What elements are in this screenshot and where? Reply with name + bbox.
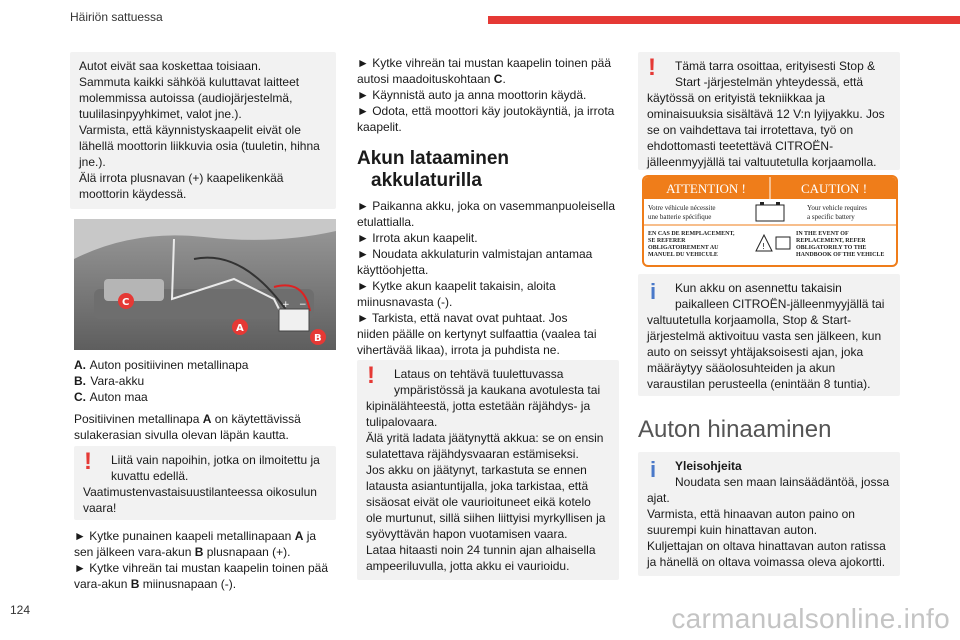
text-line: sulatettava räjähdysvaaran estämiseksi. bbox=[366, 447, 579, 461]
text-line: Tämä tarra osoittaa, erityisesti Stop & bbox=[675, 59, 876, 73]
text-line: Varmista, että käynnistyskaapelit eivät ole bbox=[79, 123, 301, 137]
svg-text:!: ! bbox=[762, 242, 766, 251]
info-icon: i bbox=[650, 279, 657, 304]
text-line: Älä yritä ladata jäätynyttä akkua: se on ensin bbox=[366, 431, 604, 445]
battery-sticker bbox=[642, 175, 898, 267]
svg-text:EN CAS DE REMPLACEMENT,: EN CAS DE REMPLACEMENT, bbox=[648, 231, 735, 237]
info-icon: i bbox=[650, 457, 657, 482]
running-header: Häiriön sattuessa bbox=[70, 10, 163, 24]
info-title: Yleisohjeita bbox=[675, 459, 742, 473]
text-line: ole murtunut, sillä siihen liittyisi myrkyllisen ja bbox=[366, 511, 606, 525]
svg-text:C: C bbox=[122, 297, 130, 308]
text-line: paikalleen CITROËN-jälleenmyyjällä tai bbox=[675, 297, 885, 311]
info-text bbox=[647, 458, 891, 570]
text-line: niiden päälle on kertynyt sulfaattia (vaalea tai bbox=[357, 327, 597, 341]
svg-text:SE REFERER: SE REFERER bbox=[648, 238, 686, 244]
text-line: varaustilan perusteella (enintään 8 tuntia). bbox=[647, 377, 871, 391]
figure-legend bbox=[74, 357, 336, 405]
text-line: Jos akku on jäätynyt, tarkastuta se ennen bbox=[366, 463, 587, 477]
note-box-cables bbox=[70, 52, 336, 209]
svg-text:OBLIGATOIREMENT AU: OBLIGATOIREMENT AU bbox=[648, 245, 719, 251]
text-line: moottorin käydessä. bbox=[79, 187, 187, 201]
svg-text:MANUEL DU VEHICULE: MANUEL DU VEHICULE bbox=[648, 252, 718, 258]
engine-bay-photo bbox=[74, 219, 336, 350]
text-line: ► Paikanna akku, joka on vasemmanpuoleisella bbox=[357, 199, 616, 213]
text-line: latausta asiantuntijalla, joka tarkistaa, että bbox=[366, 479, 589, 493]
text-line: jne.). bbox=[79, 155, 106, 169]
text-line: lähellä moottorin liikkuvia osia (tuuletin, hihna bbox=[79, 139, 320, 153]
text-line: syövyttävän hapon vuotamisen vaara. bbox=[366, 527, 568, 541]
svg-text:ATTENTION !: ATTENTION ! bbox=[666, 181, 746, 196]
manual-book-icon bbox=[776, 237, 790, 249]
text-line: jälleenmyyjällä tai valtuutetulla korjaamolla. bbox=[647, 155, 877, 169]
text-line: se on vaihdettava tai irrotettava, työ on bbox=[647, 123, 854, 137]
header-accent-bar bbox=[488, 16, 960, 24]
svg-text:une batterie spécifique: une batterie spécifique bbox=[648, 213, 712, 221]
text-line: Älä irrota plusnavan (+) kaapelikenkää bbox=[79, 171, 284, 185]
text-line: valtuutetulla korjaamolla, Stop & Start- bbox=[647, 313, 852, 327]
svg-text:IN THE EVENT OF: IN THE EVENT OF bbox=[796, 231, 849, 237]
text-line: ehdottomasti teetettävä CITROËN- bbox=[647, 139, 834, 153]
warning-triangle-icon bbox=[756, 235, 772, 251]
section-heading-towing: Auton hinaaminen bbox=[638, 416, 832, 443]
section-heading-charging: Akun lataaminen akkulaturilla bbox=[357, 148, 510, 191]
text-line: Noudata sen maan lainsäädäntöä, jossa bbox=[675, 475, 890, 489]
text-line: Varmista, että hinaavan auton paino on bbox=[647, 507, 855, 521]
warning-icon: ! bbox=[84, 448, 92, 475]
svg-text:Votre véhicule nécessite: Votre véhicule nécessite bbox=[648, 204, 716, 212]
text-line: käyttöohjetta. bbox=[357, 263, 429, 277]
svg-text:OBLIGATORILY TO THE: OBLIGATORILY TO THE bbox=[796, 245, 867, 251]
legend-item: A. Auton positiivinen metallinapa bbox=[74, 358, 249, 372]
svg-text:a specific battery: a specific battery bbox=[807, 213, 855, 221]
text-line: ominaisuuksia sisältävä 12 V:n lyijyakku. Jos bbox=[647, 107, 885, 121]
text-line: kuvattu edellä. bbox=[111, 469, 189, 483]
warning-box-charging bbox=[357, 360, 619, 580]
text-line: ja hänellä on oltava voimassa oleva ajokortti. bbox=[647, 555, 886, 569]
terminal-access-paragraph: Positiivinen metallinapa A on käytettävissä sulakerasian sivulla olevan läpän kautta. bbox=[74, 412, 301, 442]
info-text bbox=[647, 280, 891, 392]
text-line: miinusnavasta (-). bbox=[357, 295, 453, 309]
text-line: Start -järjestelmän yhteydessä, että bbox=[675, 75, 864, 89]
text-line: kipinälähteestä, jotta estetään räjähdys- ja bbox=[366, 399, 591, 413]
text-line: ► Kytke akun kaapelit takaisin, aloita bbox=[357, 279, 556, 293]
text-line: järjestelmä aktivoituu vasta sen jälkeen, kun bbox=[647, 329, 882, 343]
sticker-artwork bbox=[644, 177, 896, 265]
jump-start-steps-continued: ► Kytke vihreän tai mustan kaapelin toinen pää autosi maadoituskohtaan C. ► Käynnistä auto ja anna moottorin käydä. ► Odota, että moottori käy joutokäyntiä, ja irrota kaapelit. bbox=[357, 56, 615, 134]
watermark: carmanualsonline.info bbox=[671, 603, 950, 634]
text-line: Liitä vain napoihin, jotka on ilmoitettu ja bbox=[111, 453, 320, 467]
info-box-towing bbox=[638, 452, 900, 576]
svg-text:Your vehicle requires: Your vehicle requires bbox=[807, 204, 867, 212]
svg-text:A: A bbox=[236, 323, 244, 334]
text-line: ympäristössä ja kaukana avotulesta tai bbox=[394, 383, 601, 397]
svg-text:REPLACEMENT, REFER: REPLACEMENT, REFER bbox=[796, 238, 866, 244]
text-line: Lataus on tehtävä tuulettuvassa bbox=[394, 367, 564, 381]
warning-icon: ! bbox=[648, 54, 656, 81]
svg-text:CAUTION !: CAUTION ! bbox=[800, 181, 868, 196]
svg-text:+: + bbox=[282, 300, 290, 310]
text-line: tuulilasinpyyhkimet, valot jne.). bbox=[79, 107, 242, 121]
text-line: etulattialla. bbox=[357, 215, 415, 229]
engine-illustration bbox=[74, 219, 336, 350]
warning-box-sticker bbox=[638, 52, 900, 170]
warning-box-terminals bbox=[74, 446, 336, 520]
text-line: ► Noudata akkulaturin valmistajan antamaa bbox=[357, 247, 593, 261]
text-line: Lataa hitaasti noin 24 tunnin ajan alhaisella bbox=[366, 543, 596, 557]
text-line: vihertävää likaa), irrota ja puhdista ne. bbox=[357, 343, 560, 357]
text-line: molemmissa autoissa (audiojärjestelmä, bbox=[79, 91, 293, 105]
text-line: Autot eivät saa koskettaa toisiaan. bbox=[79, 59, 262, 73]
text-line: ► Irrota akun kaapelit. bbox=[357, 231, 478, 245]
text-line: käytössä on erityistä tekniikkaa ja bbox=[647, 91, 826, 105]
text-line: tulipalovaara. bbox=[366, 415, 438, 429]
text-line: Sammuta kaikki sähköä kuluttavat laitteet bbox=[79, 75, 300, 89]
text-line: sisäosat eivät ole vaurioituneet eikä kotelo bbox=[366, 495, 591, 509]
text-line: suurempi kuin hinattavan auton. bbox=[647, 523, 818, 537]
warning-text bbox=[366, 362, 610, 574]
connection-steps: ► Kytke punainen kaapeli metallinapaan A ja sen jälkeen vara-akun B plusnapaan (+). ► Kytke vihreän tai mustan kaapelin toinen pää vara-akun B miinusnapaan (-). bbox=[74, 529, 329, 591]
text-line: Vaatimustenvastaisuustilanteessa oikosulun bbox=[83, 485, 317, 499]
svg-text:−: − bbox=[299, 300, 307, 310]
note-text bbox=[79, 58, 327, 202]
legend-item: C. Auton maa bbox=[74, 390, 148, 404]
info-box-stop-start bbox=[638, 274, 900, 396]
text-line: ► Tarkista, että navat ovat puhtaat. Jos bbox=[357, 311, 568, 325]
legend-item: B. Vara-akku bbox=[74, 374, 145, 388]
charging-steps bbox=[357, 198, 619, 358]
warning-icon: ! bbox=[367, 362, 375, 389]
page-number: 124 bbox=[10, 603, 31, 617]
text-line: Kuljettajan on oltava hinattavan auton ratissa bbox=[647, 539, 886, 553]
warning-text bbox=[647, 54, 891, 170]
svg-text:HANDBOOK OF THE VEHICLE: HANDBOOK OF THE VEHICLE bbox=[796, 252, 885, 258]
svg-text:B: B bbox=[314, 333, 322, 344]
text-line: ajat. bbox=[647, 491, 670, 505]
text-line: ampeeriluvulla, jotta akku ei vaurioidu. bbox=[366, 559, 570, 573]
battery-icon bbox=[756, 202, 784, 221]
text-line: määräytyy sääolosuhteiden ja akun bbox=[647, 361, 836, 375]
text-line: auto on seissyt yhtäjaksoisesti ajan, joka bbox=[647, 345, 864, 359]
warning-text bbox=[83, 448, 327, 516]
text-line: Kun akku on asennettu takaisin bbox=[675, 281, 842, 295]
text-line: vaara! bbox=[83, 501, 117, 515]
